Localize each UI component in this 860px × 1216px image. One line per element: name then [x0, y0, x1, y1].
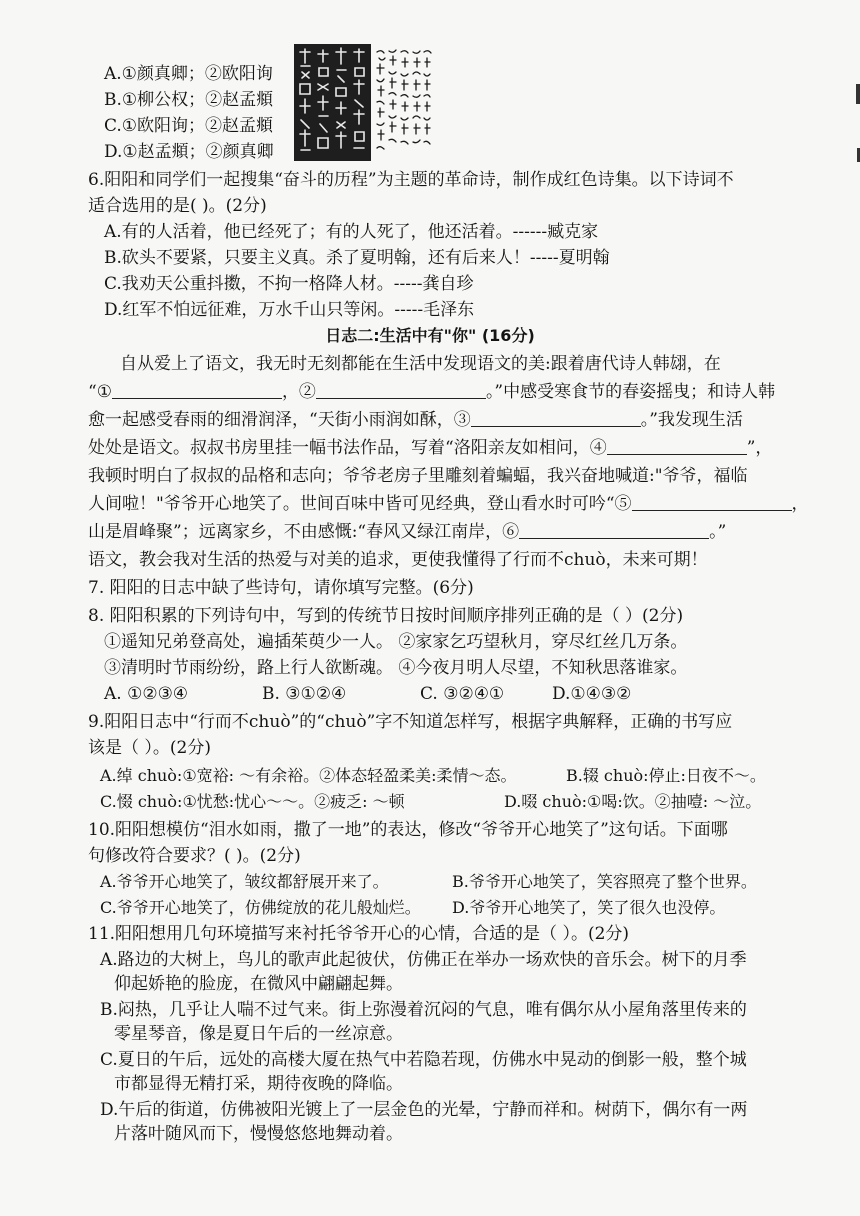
q11-option-a-line1: A.路边的大树上，鸟儿的歌声此起彼伏，仿佛正在举办一场欢快的音乐会。树下的月季 [100, 950, 747, 970]
q11-option-c-line2: 市都显得无精打采，期待夜晚的降临。 [114, 1074, 403, 1094]
blank-2[interactable] [316, 380, 486, 399]
q9-option-d: D.啜 chuò:①喝:饮。②抽噎: ～泣。 [504, 792, 762, 811]
q8-option-b: B. ③①②④ [262, 684, 347, 704]
q11-option-b-line1: B.闷热，几乎让人喘不过气来。街上弥漫着沉闷的气息，唯有偶尔从小屋角落里传来的 [100, 1000, 747, 1020]
diary-line5: 我顿时明白了叔叔的品格和志向；爷爷老房子里雕刻着蝙蝠，我兴奋地喊道:"爷爷，福临 [88, 466, 748, 486]
q9-stem-line1: 9.阳阳日志中“行而不chuò”的“chuò”字不知道怎样写，根据字典解释，正确的书写应 [88, 712, 733, 732]
q10-option-a: A.爷爷开心地笑了，皱纹都舒展开来了。 [100, 872, 389, 891]
diary-line2: “① ，② 。”中感受寒食节的春姿摇曳；和诗人韩 [88, 382, 776, 402]
q5-option-d: D.①赵孟頫；②颜真卿 [104, 142, 274, 162]
section-title: 日志二:生活中有"你" (16分) [325, 326, 535, 345]
q9-option-b: B.辍 chuò:停止:日夜不～。 [566, 766, 766, 785]
q5-option-b: B.①柳公权；②赵孟頫 [104, 90, 274, 110]
scan-edge-mark [856, 84, 860, 104]
blank-5[interactable] [632, 492, 792, 511]
q8-poems-line2: ③清明时节雨纷纷，路上行人欲断魂。 ④今夜月明人尽望，不知秋思落谁家。 [104, 658, 688, 678]
q9-option-c: C.惙 chuò:①忧愁:忧心～～。②疲乏: ～顿 [100, 792, 405, 811]
q6-option-c: C.我劝天公重抖擞，不拘一格降人材。-----龚自珍 [104, 274, 474, 294]
diary-line3: 愈一起感受春雨的细滑润泽，“天街小雨润如酥，③ 。”我发现生活 [88, 410, 743, 430]
q11-option-b-line2: 零星琴音，像是夏日午后的一丝凉意。 [114, 1024, 403, 1044]
blank-1[interactable] [112, 380, 282, 399]
diary-line1: 自从爱上了语文，我无时无刻都能在生活中发现语文的美:跟着唐代诗人韩翃，在 [120, 354, 721, 374]
q10-stem-line2: 句修改符合要求？( )。(2分) [88, 846, 301, 866]
q6-option-b: B.砍头不要紧，只要主义真。杀了夏明翰，还有后来人！-----夏明翰 [104, 248, 610, 268]
calligraphy-script-image [374, 46, 432, 159]
blank-6[interactable] [519, 520, 709, 539]
blank-4[interactable] [607, 436, 747, 455]
diary-line8: 语文，教会我对生活的热爱与对美的追求，更使我懂得了行而不chuò，未来可期！ [88, 550, 708, 570]
q11-option-d-line2: 片落叶随风而下，慢慢悠悠地舞动着。 [114, 1124, 403, 1144]
q10-option-b: B.爷爷开心地笑了，笑容照亮了整个世界。 [452, 872, 757, 891]
calligraphy-rubbing-image [294, 44, 371, 161]
q6-option-d: D.红军不怕远征难，万水千山只等闲。-----毛泽东 [104, 300, 475, 320]
q11-option-c-line1: C.夏日的午后，远处的高楼大厦在热气中若隐若现，仿佛水中晃动的倒影一般，整个城 [100, 1050, 747, 1070]
q8-option-a: A. ①②③④ [104, 684, 189, 704]
q8-option-c: C. ③②④① [420, 684, 505, 704]
q7-stem: 7. 阳阳的日志中缺了些诗句，请你填写完整。(6分) [88, 578, 474, 598]
diary-line6: 人间啦！"爷爷开心地笑了。世间百味中皆可见经典，登山看水时可吟“⑤ ， [88, 494, 809, 514]
q11-option-a-line2: 仰起娇艳的脸庞，在微风中翩翩起舞。 [114, 974, 403, 994]
q10-option-d: D.爷爷开心地笑了，笑了很久也没停。 [452, 898, 726, 917]
q6-option-a: A.有的人活着，他已经死了；有的人死了，他还活着。------臧克家 [104, 222, 599, 242]
q9-stem-line2: 该是（ ）。(2分) [88, 738, 211, 758]
q5-option-c: C.①欧阳询；②赵孟頫 [104, 116, 274, 136]
q8-option-d: D.①④③② [552, 684, 632, 704]
q6-stem-line2: 适合选用的是( )。(2分) [88, 196, 267, 216]
blank-3[interactable] [471, 408, 641, 427]
q9-option-a: A.绰 chuò:①宽裕: ～有余裕。②体态轻盈柔美:柔情～态。 [100, 766, 517, 785]
q10-stem-line1: 10.阳阳想模仿“泪水如雨，撒了一地”的表达，修改“爷爷开心地笑了”这句话。下面哪 [88, 820, 728, 840]
q6-stem-line1: 6.阳阳和同学们一起搜集“奋斗的历程”为主题的革命诗，制作成红色诗集。以下诗词不 [88, 170, 734, 190]
q10-option-c: C.爷爷开心地笑了，仿佛绽放的花儿般灿烂。 [100, 898, 421, 917]
diary-line4: 处处是语文。叔叔书房里挂一幅书法作品，写着“洛阳亲友如相问，④ ”， [88, 438, 773, 458]
q5-option-a: A.①颜真卿；②欧阳询 [104, 64, 273, 84]
diary-line7: 山是眉峰聚”；远离家乡，不由感慨:“春风又绿江南岸，⑥ 。” [88, 522, 727, 542]
q8-stem: 8. 阳阳积累的下列诗句中，写到的传统节日按时间顺序排列正确的是（ ）(2分) [88, 606, 684, 626]
q8-poems-line1: ①遥知兄弟登高处，遍插茱萸少一人。 ②家家乞巧望秋月，穿尽红丝几万条。 [104, 632, 688, 652]
q11-option-d-line1: D.午后的街道，仿佛被阳光镀上了一层金色的光晕，宁静而祥和。树荫下，偶尔有一两 [100, 1100, 748, 1120]
q11-stem: 11.阳阳想用几句环境描写来衬托爷爷开心的心情，合适的是（ ）。(2分) [88, 924, 630, 944]
